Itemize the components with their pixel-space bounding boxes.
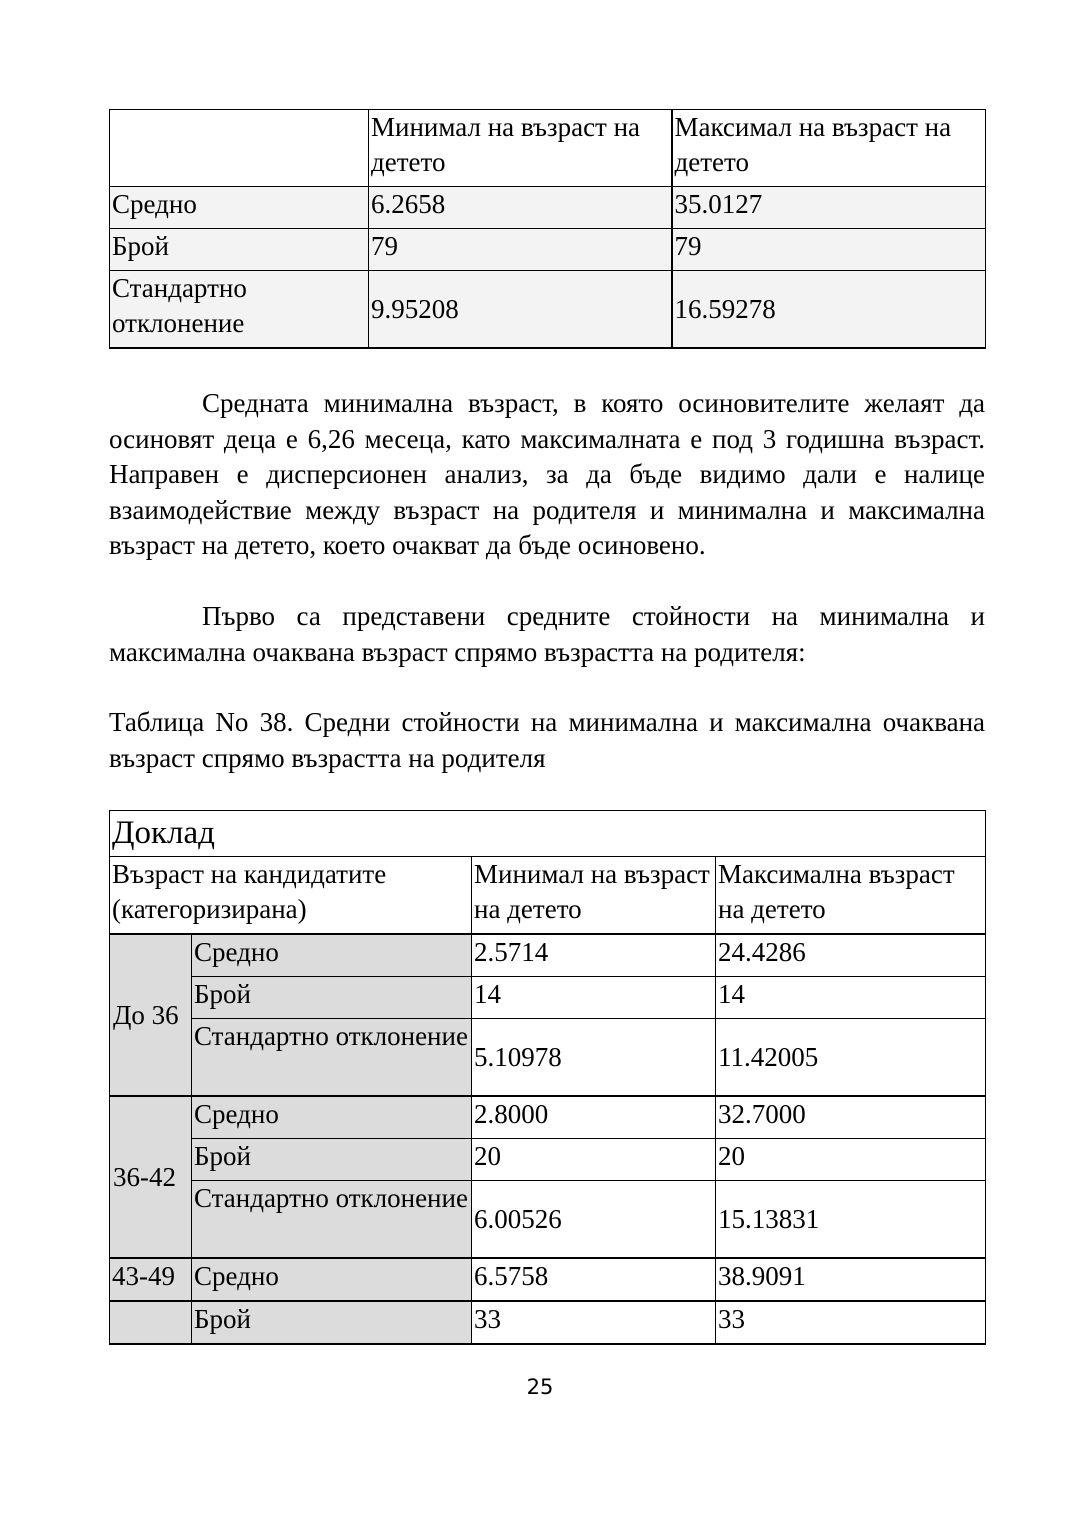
row-label: Брой	[192, 977, 472, 1019]
table-caption: Доклад	[110, 811, 986, 857]
cell-max: 14	[716, 977, 986, 1019]
row-label: Брой	[192, 1301, 472, 1344]
row-label: Средно	[192, 1096, 472, 1139]
group-label-continued	[110, 1301, 192, 1344]
body-paragraph-2: Първо са представени средните стойности на минимална и максимална очаквана възраст спрямо възрастта на родителя:	[109, 601, 985, 667]
row-label: Стандартно отклонение	[192, 1181, 472, 1259]
header-cell-max: Максимална възраст на детето	[716, 857, 986, 935]
cell-min: 6.00526	[472, 1181, 716, 1259]
cell-max: 35.0127	[672, 187, 986, 229]
cell-max: 33	[716, 1301, 986, 1344]
group-label: 36-42	[110, 1096, 192, 1258]
body-paragraph-1: Средната минимална възраст, в която осиновителите желаят да осиновят деца е 6,26 месеца, като максималната е под 3 годишна възраст. Направен е дисперсионен анализ, за да бъде видимо дали е налице взаимодействие между възраст на родителя и минимална и максимална възраст на детето, което очакват да бъде осиновено.	[109, 388, 985, 560]
cell-min: 2.5714	[472, 934, 716, 977]
cell-max: 79	[672, 229, 986, 271]
cell-min: 9.95208	[369, 271, 672, 349]
row-label: Брой	[110, 229, 369, 271]
cell-max: 38.9091	[716, 1258, 986, 1301]
table-header-row	[110, 857, 986, 935]
cell-max: 15.13831	[716, 1181, 986, 1259]
row-label: Средно	[192, 1258, 472, 1301]
table-row	[110, 1139, 986, 1181]
report-table	[109, 810, 986, 1345]
table-row	[110, 1181, 986, 1259]
group-label: 43-49	[110, 1258, 192, 1301]
cell-min: 6.2658	[369, 187, 672, 229]
table-row	[110, 271, 986, 349]
cell-max: 20	[716, 1139, 986, 1181]
table-row	[110, 187, 986, 229]
cell-max: 11.42005	[716, 1019, 986, 1097]
cell-min: 33	[472, 1301, 716, 1344]
table-row	[110, 934, 986, 977]
table-title: Таблица No 38. Средни стойности на минимална и максимална очаквана възраст спрямо възрастта на родителя	[109, 707, 985, 773]
header-cell-min: Минимал на възраст на детето	[472, 857, 716, 935]
header-cell-min: Минимал на възраст на детето	[369, 110, 672, 187]
page-number: 25	[526, 1375, 554, 1399]
cell-max: 16.59278	[672, 271, 986, 349]
table-caption-row	[110, 811, 986, 857]
table-row	[110, 1096, 986, 1139]
cell-min: 6.5758	[472, 1258, 716, 1301]
header-cell-max: Максимал на възраст на детето	[672, 110, 986, 187]
header-cell-empty	[110, 110, 369, 187]
cell-min: 5.10978	[472, 1019, 716, 1097]
row-label: Стандартно отклонение	[110, 271, 369, 349]
row-label: Стандартно отклонение	[192, 1019, 472, 1097]
row-label: Брой	[192, 1139, 472, 1181]
cell-min: 20	[472, 1139, 716, 1181]
table-row	[110, 977, 986, 1019]
table-row	[110, 229, 986, 271]
table-row	[110, 1258, 986, 1301]
cell-min: 2.8000	[472, 1096, 716, 1139]
cell-max: 32.7000	[716, 1096, 986, 1139]
cell-min: 14	[472, 977, 716, 1019]
cell-min: 79	[369, 229, 672, 271]
summary-table	[109, 109, 986, 349]
table-header-row	[110, 110, 986, 187]
row-label: Средно	[192, 934, 472, 977]
table-row	[110, 1019, 986, 1097]
header-cell-age: Възраст на кандидатите (категоризирана)	[110, 857, 472, 935]
group-label: До 36	[110, 934, 192, 1096]
table-row	[110, 1301, 986, 1344]
row-label: Средно	[110, 187, 369, 229]
cell-max: 24.4286	[716, 934, 986, 977]
